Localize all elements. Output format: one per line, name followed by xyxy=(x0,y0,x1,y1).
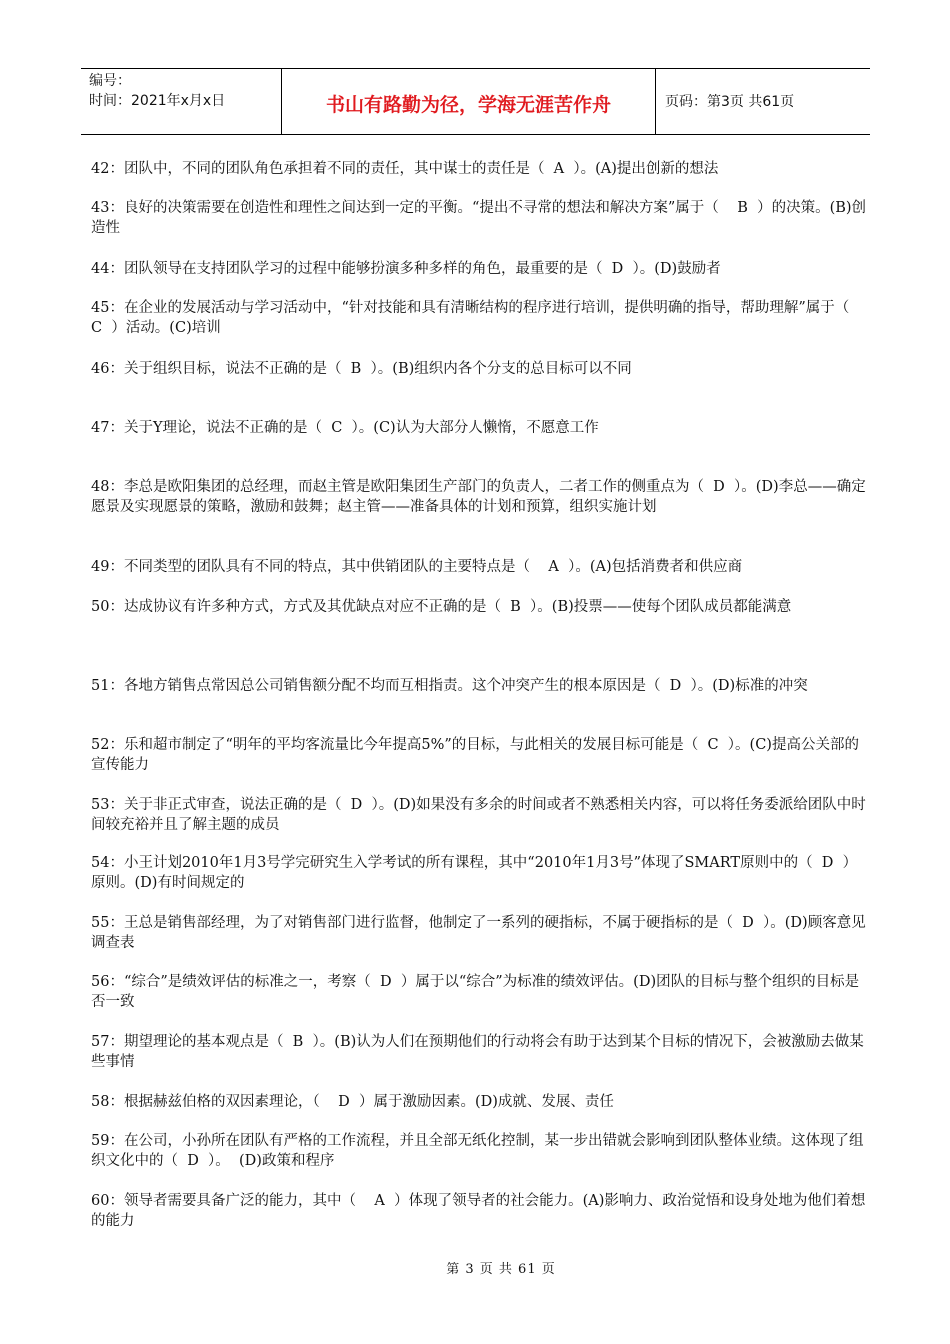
question-item: 50：达成协议有许多种方式，方式及其优缺点对应不正确的是（ B ）。(B)投票——使每个团队成员都能满意 xyxy=(91,599,792,615)
question-item: 47：关于Y理论，说法不正确的是（ C ）。(C)认为大部分人懒惰，不愿意工作 xyxy=(91,420,599,436)
question-item: 42：团队中，不同的团队角色承担着不同的责任，其中谋士的责任是（ A ）。(A)提出创新的想法 xyxy=(91,161,719,177)
question-item: 60：领导者需要具备广泛的能力，其中（ A ）体现了领导者的社会能力。(A)影响力、政治觉悟和设身处地为他们着想的能力 xyxy=(91,1193,866,1229)
header-time-label: 时间：2021年x月x日 xyxy=(89,93,226,109)
question-item: 59：在公司，小孙所在团队有严格的工作流程，并且全部无纸化控制，某一步出错就会影响到团队整体业绩。这体现了组织文化中的（ D ）。 (D)政策和程序 xyxy=(91,1133,864,1169)
question-item: 55：王总是销售部经理，为了对销售部门进行监督，他制定了一系列的硬指标，不属于硬指标的是（ D ）。(D)顾客意见调查表 xyxy=(91,915,866,951)
header-number-label: 编号： xyxy=(89,73,131,89)
question-item: 57：期望理论的基本观点是（ B ）。(B)认为人们在预期他们的行动将会有助于达到某个目标的情况下，会被激励去做某些事情 xyxy=(91,1034,864,1070)
question-item: 44：团队领导在支持团队学习的过程中能够扮演多种多样的角色，最重要的是（ D ）。(D)鼓励者 xyxy=(91,261,721,277)
question-item: 56：“综合”是绩效评估的标准之一，考察（ D ）属于以“综合”为标准的绩效评估。(D)团队的目标与整个组织的目标是否一致 xyxy=(91,974,860,1010)
page-header xyxy=(81,68,870,135)
header-motto: 书山有路勤为径，学海无涯苦作舟 xyxy=(282,69,656,134)
question-item: 52：乐和超市制定了“明年的平均客流量比今年提高5%”的目标，与此相关的发展目标可能是（ C ）。(C)提高公关部的宣传能力 xyxy=(91,737,859,773)
question-item: 51：各地方销售点常因总公司销售额分配不均而互相指责。这个冲突产生的根本原因是（ D ）。(D)标准的冲突 xyxy=(91,678,808,694)
question-item: 46：关于组织目标，说法不正确的是（ B ）。(B)组织内各个分支的总目标可以不同 xyxy=(91,361,632,377)
question-item: 48：李总是欧阳集团的总经理，而赵主管是欧阳集团生产部门的负责人，二者工作的侧重点为（ D ）。(D)李总——确定愿景及实现愿景的策略，激励和鼓舞；赵主管——准备具体的计划和预算，组织实施计划 xyxy=(91,479,866,515)
question-item: 45：在企业的发展活动与学习活动中，“针对技能和具有清晰结构的程序进行培训，提供明确的指导，帮助理解”属于（ C ）活动。(C)培训 xyxy=(91,300,859,336)
question-item: 53：关于非正式审查，说法正确的是（ D ）。(D)如果没有多余的时间或者不熟悉相关内容，可以将任务委派给团队中时间较充裕并且了解主题的成员 xyxy=(91,797,866,833)
question-item: 58：根据赫兹伯格的双因素理论，（ D ）属于激励因素。(D)成就、发展、责任 xyxy=(91,1094,614,1110)
question-item: 54：小王计划2010年1月3号学完研究生入学考试的所有课程，其中“2010年1月3号”体现了SMART原则中的（ D ）原则。(D)有时间规定的 xyxy=(91,855,858,891)
header-meta xyxy=(81,69,282,134)
header-page-label: 页码：第3页 共61页 xyxy=(665,93,795,110)
page-footer: 第 3 页 共 61 页 xyxy=(446,1262,556,1277)
question-item: 49：不同类型的团队具有不同的特点，其中供销团队的主要特点是（ A ）。(A)包括消费者和供应商 xyxy=(91,559,743,575)
question-item: 43：良好的决策需要在创造性和理性之间达到一定的平衡。“提出不寻常的想法和解决方案”属于（ B ）的决策。(B)创造性 xyxy=(91,200,867,236)
